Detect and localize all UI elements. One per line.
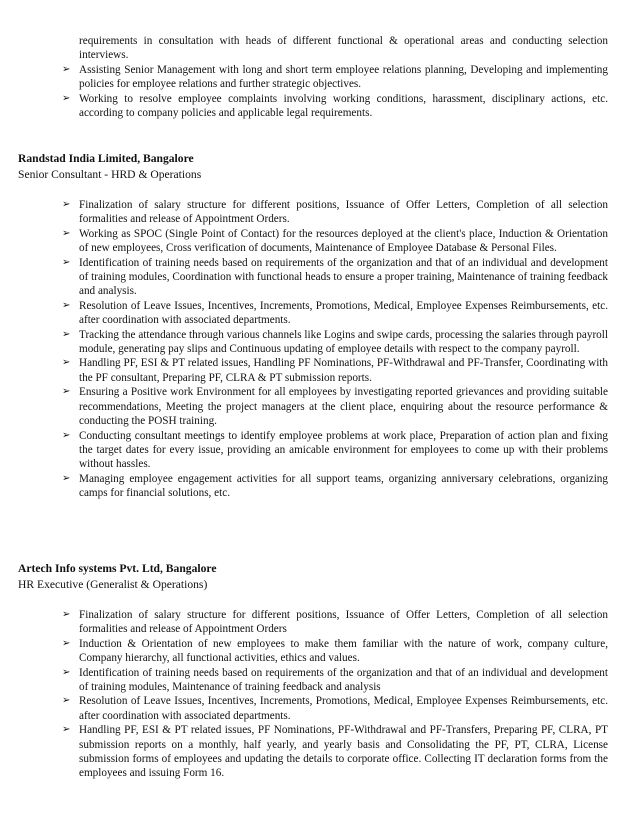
list-item: [62, 608, 608, 637]
list-item: [62, 694, 608, 723]
list-item: [62, 723, 608, 781]
arrow-bullet-icon: ➢: [62, 666, 71, 678]
list-item-text: Identification of training needs based on requirements of the organization and that of an individual and development of training modules, Coordination with functional heads to ensure a proper training, Maintenance of training feedback and analysis.: [79, 256, 608, 298]
list-item: [62, 63, 608, 92]
list-item-text: Resolution of Leave Issues, Incentives, Increments, Promotions, Medical, Employee Expenses Reimbursements, etc. after coordination with associated departments.: [79, 695, 608, 722]
list-item-text: Ensuring a Positive work Environment for all employees by investigating reported grievances and providing suitable recommendations, Meeting the project managers at the client place, enquiring about the resource performance & conducting the POSH training.: [79, 386, 608, 428]
arrow-bullet-icon: ➢: [62, 199, 71, 210]
list-item-text: Handling PF, ESI & PT related issues, Handling PF Nominations, PF-Withdrawal and PF-Transfer, Coordinating with the PF consultant, Preparing PF, CLRA & PT submission reports.: [79, 357, 608, 384]
arrow-bullet-icon: ➢: [62, 472, 71, 484]
arrow-bullet-icon: ➢: [62, 63, 71, 75]
list-item-text: Finalization of salary structure for different positions, Issuance of Offer Letters, Completion of all selection formalities and release of Appointment Orders.: [79, 199, 608, 226]
arrow-bullet-icon: ➢: [62, 386, 71, 398]
arrow-bullet-icon: ➢: [62, 92, 71, 104]
list-item: [62, 429, 608, 472]
list-item: [62, 92, 608, 121]
randstad-bullet-list: [62, 198, 608, 501]
arrow-bullet-icon: ➢: [62, 227, 71, 239]
list-item: [62, 666, 608, 695]
arrow-bullet-icon: ➢: [62, 724, 71, 736]
list-item: [62, 328, 608, 357]
list-item-text: Finalization of salary structure for different positions, Issuance of Offer Letters, Completion of all selection formalities and release of Appointment Orders: [79, 609, 608, 636]
list-item-text: Working as SPOC (Single Point of Contact) for the resources deployed at the client's place, Induction & Orientation of new employees, Cross verification of documents, Maintenance of Employee Database & Personal Files.: [79, 227, 608, 255]
arrow-bullet-icon: ➢: [62, 609, 71, 620]
list-item: [62, 299, 608, 328]
company-heading: Artech Info systems Pvt. Ltd, Bangalore: [18, 562, 217, 575]
list-item: [62, 637, 608, 666]
list-item: [62, 356, 608, 385]
role-title: HR Executive (Generalist & Operations): [18, 578, 208, 591]
list-item-text: Identification of training needs based on requirements of the organization and that of an individual and development of training modules, Maintenance of training feedback and analysis: [79, 666, 608, 694]
company-heading: Randstad India Limited, Bangalore: [18, 152, 194, 165]
list-item-text: Working to resolve employee complaints involving working conditions, harassment, disciplinary actions, etc. according to company policies and applicable legal requirements.: [79, 92, 608, 120]
intro-bullet-list: [62, 34, 608, 120]
arrow-bullet-icon: ➢: [62, 357, 71, 369]
list-item-text: Managing employee engagement activities for all support teams, organizing anniversary celebrations, organizing camps for financial solutions, etc.: [79, 472, 608, 500]
list-item-text: Handling PF, ESI & PT related issues, PF Nominations, PF-Withdrawal and PF-Transfers, Preparing PF, CLRA, PT submission reports on a monthly, half yearly, and yearly basis and Consolidating the PF, PT, CLRA, License submission forms of employees and updating the details to corporate office. Collecting IT declaration forms from the employees and issuing Form 16.: [79, 724, 608, 780]
list-item: [62, 472, 608, 501]
list-item: [62, 256, 608, 299]
list-item-text: Induction & Orientation of new employees to make them familiar with the nature of work, company culture, Company hierarchy, all functional activities, ethics and values.: [79, 637, 608, 665]
arrow-bullet-icon: ➢: [62, 429, 71, 441]
list-item-text: Tracking the attendance through various channels like Logins and swipe cards, processing the salaries through payroll module, generating pay slips and Continuous updating of employee details with respect to the company payroll.: [79, 328, 608, 356]
arrow-bullet-icon: ➢: [62, 695, 71, 707]
list-item: [62, 385, 608, 428]
arrow-bullet-icon: ➢: [62, 256, 71, 268]
list-item-text: Resolution of Leave Issues, Incentives, Increments, Promotions, Medical, Employee Expenses Reimbursements, etc. after coordination with associated departments.: [79, 299, 608, 327]
arrow-bullet-icon: ➢: [62, 328, 71, 340]
artech-bullet-list: [62, 608, 608, 781]
list-item: [62, 227, 608, 256]
role-title: Senior Consultant - HRD & Operations: [18, 168, 202, 181]
arrow-bullet-icon: ➢: [62, 637, 71, 649]
list-item-text: Conducting consultant meetings to identify employee problems at work place, Preparation of action plan and fixing the target dates for every issue, providing an amicable environment for employees to come up with their problems without hassles.: [79, 429, 608, 471]
list-item: [62, 198, 608, 227]
arrow-bullet-icon: ➢: [62, 299, 71, 311]
list-item-continuation: [62, 34, 608, 63]
list-item-text: Assisting Senior Management with long and short term employee relations planning, Developing and implementing policies for employee relations and further strategic objectives.: [79, 63, 608, 91]
continuation-text: requirements in consultation with heads of different functional & operational areas and conducting selection interviews.: [79, 35, 608, 62]
